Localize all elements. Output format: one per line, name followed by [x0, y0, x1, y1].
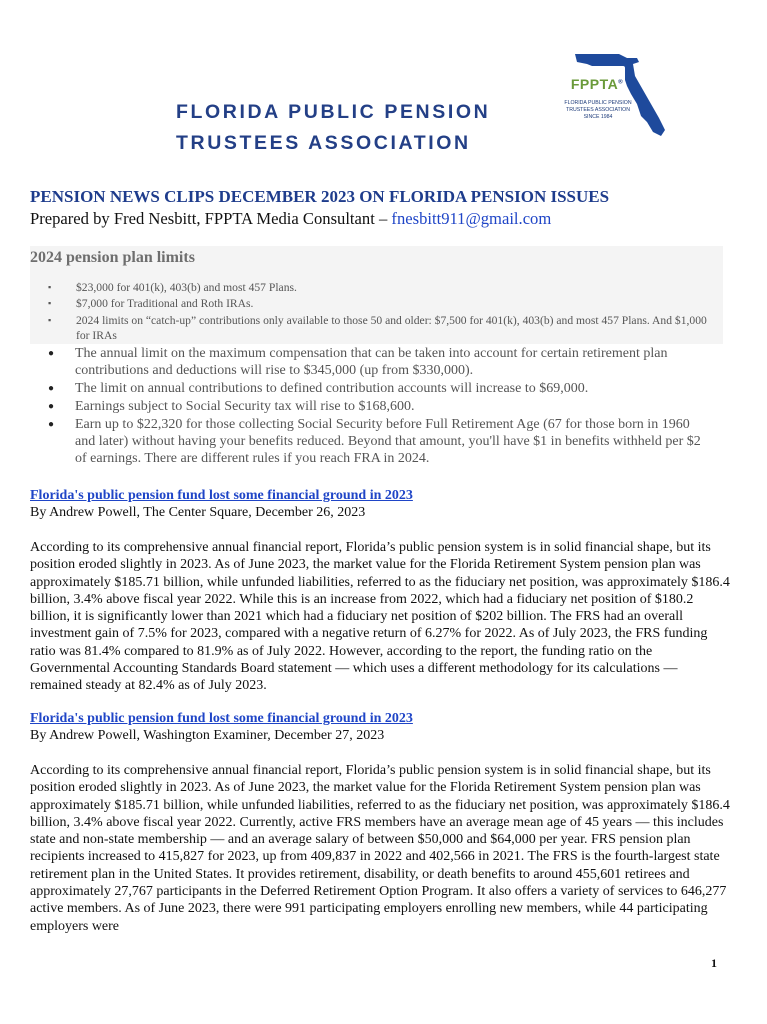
article-body: According to its comprehensive annual financial report, Florida’s public pension system is in solid financial shape, but its position eroded slightly in 2023. As of June 2023, the market value for the Florida Retirement System pension plan was approximately $185.71 billion, while unfunded liabilities, referred to as the fiduciary net position, was approximately $186.4 billion, 3.4% above fiscal year 2022. While this is an increase from 2022, which had a fiduciary net position of $180.2 billion, it is significantly lower than 2021 which had a fiduciary net position of $202 billion. The FRS had an overall investment gain of 7.5% for 2023, compared with a negative return of 6.27% for 2022. As of July 2023, the FRS funding ratio was 81.4% compared to 81.9% as of July 2022. However, according to the report, the funding ratio on the Governmental Accounting Standards Board statement — which uses a different methodology for its calculations — remained steady at 82.4% as of July 2023.	[30, 540, 730, 694]
list-item: ▪ $7,000 for Traditional and Roth IRAs.	[48, 296, 708, 311]
prepared-by-line	[30, 208, 551, 230]
email-link[interactable]: fnesbitt911@gmail.com	[391, 209, 552, 228]
article-byline: By Andrew Powell, Washington Examiner, December 27, 2023	[30, 728, 385, 743]
document-headline: PENSION NEWS CLIPS DECEMBER 2023 ON FLORIDA PENSION ISSUES	[30, 187, 610, 206]
limits-large-list	[48, 345, 713, 468]
article-body: According to its comprehensive annual financial report, Florida’s public pension system is in solid financial shape, but its position eroded slightly in 2023. As of June 2023, the market value for the Florida Retirement System pension plan was approximately $185.71 billion, while unfunded liabilities, referred to as the fiduciary net position, was approximately $186.4 billion, 3.4% above fiscal year 2022. Currently, active FRS members have an average mean age of 45 years — this includes state and non-state membership — and an average salary of between $50,000 and $64,000 per year. FRS pension plan recipients increased to 415,827 for 2023, up from 409,837 in 2022 and 402,566 in 2021. The FRS is the fourth-largest state retirement plan in the United States. It provides retirement, disability, or death benefits to around 455,601 retirees and approximately 27,767 participants in the Deferred Retirement Option Program. It also offers a variety of services to 646,277 active members. As of June 2023, there were 991 participating employers enrolling new members, while 44 participating employers were	[30, 763, 730, 934]
org-name-line2: TRUSTEES ASSOCIATION	[176, 132, 471, 154]
article	[30, 487, 730, 695]
list-item: ▪ $23,000 for 401(k), 403(b) and most 457 Plans.	[48, 280, 708, 295]
list-item: ● Earn up to $22,320 for those collecting Social Security before Full Retirement Age (67 for those born in 1960 and later) without having your benefits reduced. Beyond that amount, you'll have $1 in benefits withheld per $2 of earnings. There are different rules if you reach FRA in 2024.	[48, 416, 713, 467]
article	[30, 710, 730, 935]
limits-section-title: 2024 pension plan limits	[30, 249, 195, 266]
logo-caption-line2: TRUSTEES ASSOCIATION	[566, 107, 630, 113]
list-item: ● The limit on annual contributions to defined contribution accounts will increase to $69,000.	[48, 380, 713, 397]
list-item: ● The annual limit on the maximum compensation that can be taken into account for certain retirement plan contributions and deductions will rise to $345,000 (up from $330,000).	[48, 345, 713, 379]
logo-caption-line1: FLORIDA PUBLIC PENSION	[564, 100, 632, 106]
article-title-link[interactable]: Florida's public pension fund lost some financial ground in 2023	[30, 711, 413, 726]
limits-small-list	[48, 280, 708, 344]
florida-map-icon	[561, 46, 671, 138]
article-title-link[interactable]: Florida's public pension fund lost some financial ground in 2023	[30, 488, 413, 503]
article-title	[30, 710, 730, 727]
list-item: ▪ 2024 limits on “catch-up” contributions only available to those 50 and older: $7,500 for 401(k), 403(b) and most 457 Plans. And $1,000 for IRAs	[48, 313, 708, 343]
org-name-line1: FLORIDA PUBLIC PENSION	[176, 101, 491, 123]
article-title	[30, 487, 730, 504]
organization-name	[176, 97, 536, 159]
prepared-by-text: Prepared by Fred Nesbitt, FPPTA Media Consultant –	[30, 209, 392, 228]
logo-caption	[561, 100, 635, 121]
logo-abbreviation: FPPTA®	[570, 76, 624, 92]
list-item: ● Earnings subject to Social Security tax will rise to $168,600.	[48, 398, 713, 415]
article-byline: By Andrew Powell, The Center Square, December 26, 2023	[30, 505, 366, 520]
fppta-logo	[561, 46, 671, 138]
logo-caption-line3: SINCE 1984	[583, 114, 613, 120]
page-number: 1	[711, 956, 717, 970]
